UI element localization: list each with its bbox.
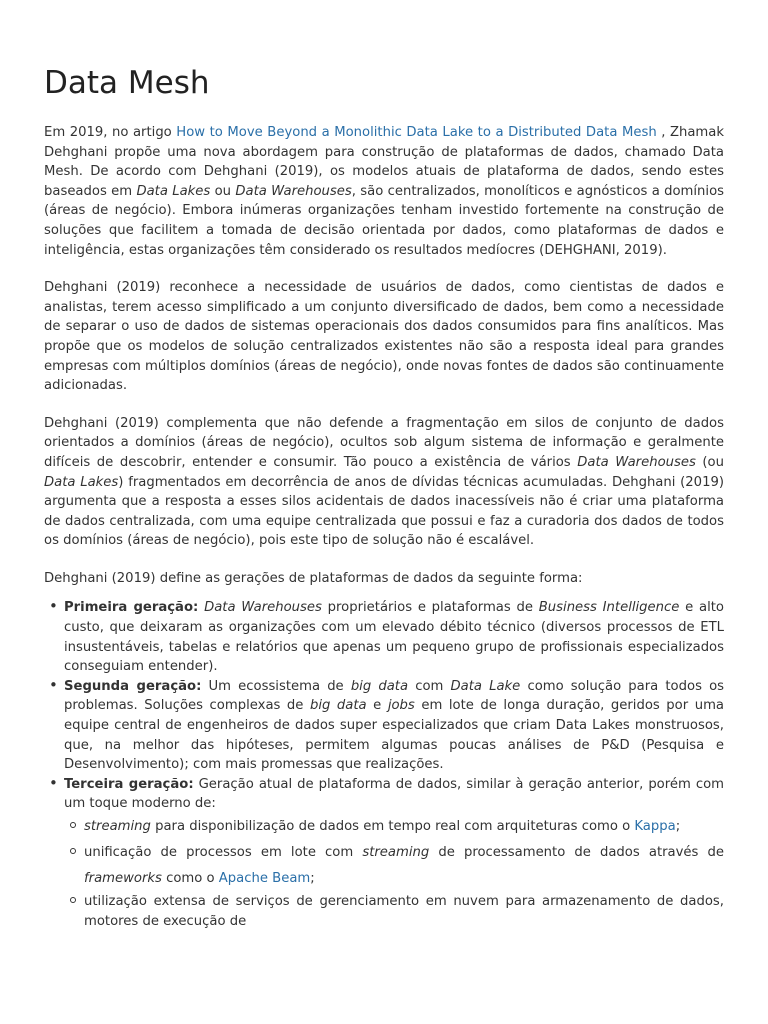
- third-generation-sublist: [64, 814, 724, 931]
- list-item-first-generation: • Primeira geração: Data Warehouses proprietários e plataformas de Business Intelligence e alto custo, que deixaram as organizações com um elevado débito técnico (diversos processos de ETL insustentáveis, tabelas e relatórios que apenas um pequeno grupo de profissionais especializados conseguiam entender).: [64, 598, 724, 676]
- page-title: Data Mesh: [44, 65, 210, 101]
- paragraph-generations-intro: Dehghani (2019) define as gerações de plataformas de dados da seguinte forma:: [44, 570, 583, 586]
- article-link[interactable]: How to Move Beyond a Monolithic Data Lake to a Distributed Data Mesh: [176, 125, 657, 140]
- kappa-link[interactable]: Kappa: [634, 819, 676, 834]
- paragraph-intro: Em 2019, no artigo How to Move Beyond a Monolithic Data Lake to a Distributed Data Mesh , Zhamak Dehghani propõe uma nova abordagem para construção de plataformas de dados, chamado Data Mesh. De acordo com Dehghani (2019), os modelos atuais de plataforma de dados, sendo estes baseados em Data Lakes ou Data Warehouses, são centralizados, monolíticos e agnósticos a domínios (áreas de negócio). Embora inúmeras organizações tenham investido fortemente na construção de soluções que facilitem a tomada de decisão orientada por dados, como plataformas de dados e inteligência, estas organizações têm considerado os resultados medíocres (DEHGHANI, 2019).: [44, 125, 725, 258]
- paragraph-needs: Dehghani (2019) reconhece a necessidade de usuários de dados, como cientistas de dados e analistas, terem acesso simplificado a um conjunto diversificado de dados, bem como a necessidade de separar o uso de dados de sistemas operacionais dos dados consumidos para fins analíticos. Mas propõe que os modelos de solução centralizados existentes não são a resposta ideal para grandes empresas com múltiplos domínios (áreas de negócio), onde novas fontes de dados são continuamente adicionadas.: [44, 280, 724, 394]
- generations-list: [44, 598, 724, 931]
- list-item-third-generation: • Terceira geração: Geração atual de plataforma de dados, similar à geração anterior, porém com um toque moderno de: streaming para disponibilização de dados em tempo real com arquiteturas como o Kappa; unificação de processos em lote com streaming de processamento de dados através de frameworks como o Apache Beam; utilização extensa de serviços de gerenciamento em nuvem para armazenamento de dados, motores de execução de: [64, 775, 724, 931]
- sublist-item-streaming: streaming para disponibilização de dados em tempo real com arquiteturas como o Kappa;: [84, 814, 724, 840]
- sublist-item-cloud-services: utilização extensa de serviços de gerenciamento em nuvem para armazenamento de dados, motores de execução de: [84, 892, 724, 931]
- sublist-item-batch-unification: unificação de processos em lote com streaming de processamento de dados através de frameworks como o Apache Beam;: [84, 840, 724, 892]
- paragraph-silos: Dehghani (2019) complementa que não defende a fragmentação em silos de conjunto de dados orientados a domínios (áreas de negócio), ocultos sob algum sistema de informação e geralmente difíceis de descobrir, entender e consumir. Tão pouco a existência de vários Data Warehouses (ou Data Lakes) fragmentados em decorrência de anos de dívidas técnicas acumuladas. Dehghani (2019) argumenta que a resposta a esses silos acidentais de dados inacessíveis não é criar uma plataforma de dados centralizada, com uma equipe centralizada que possui e faz a curadoria dos dados de todos os domínios (áreas de negócio), pois este tipo de solução não é escalável.: [44, 415, 724, 549]
- list-item-second-generation: • Segunda geração: Um ecossistema de big data com Data Lake como solução para todos os problemas. Soluções complexas de big data e jobs em lote de longa duração, geridos por uma equipe central de engenheiros de dados super especializados que criam Data Lakes monstruosos, que, na melhor das hipóteses, permitem algumas poucas análises de P&D (Pesquisa e Desenvolvimento); com mais promessas que realizações.: [64, 677, 724, 775]
- apache-beam-link[interactable]: Apache Beam: [218, 871, 311, 886]
